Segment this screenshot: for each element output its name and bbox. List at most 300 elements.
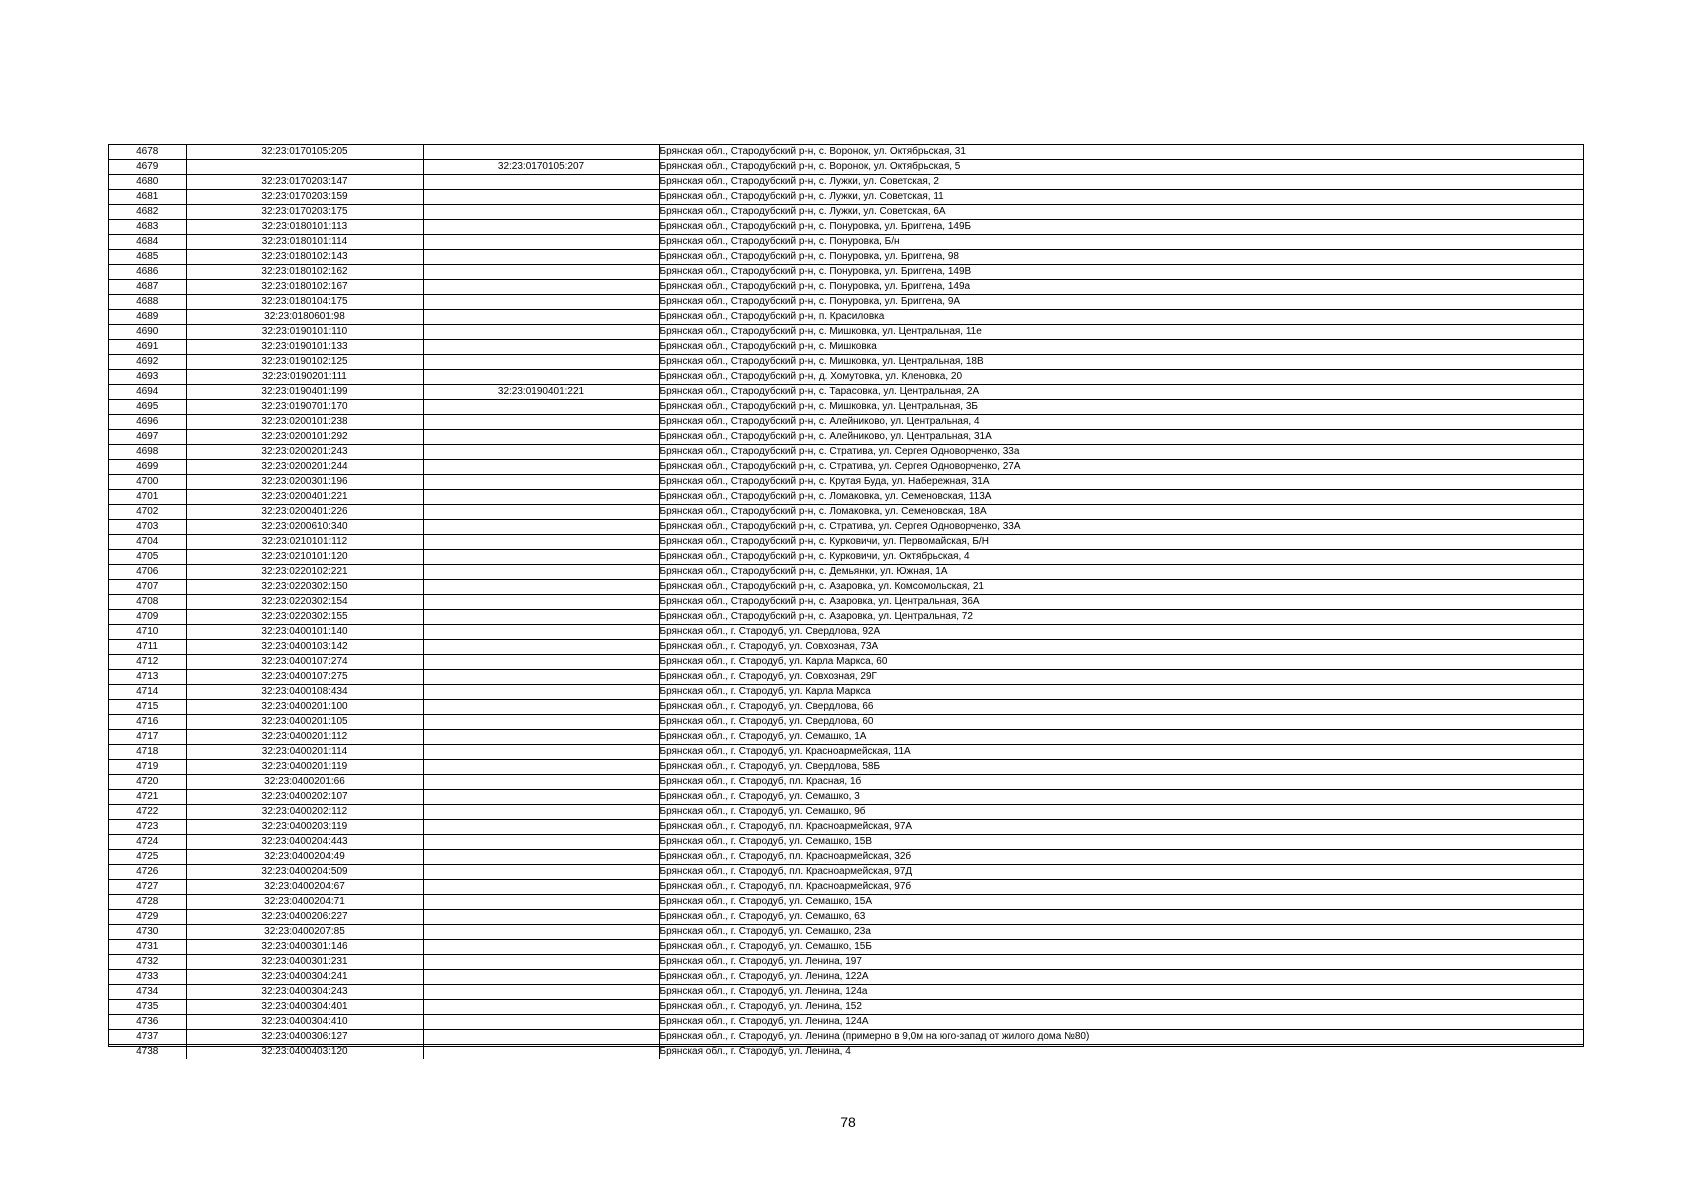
cadastral-number-cell: 32:23:0190101:110 [186, 325, 423, 340]
related-cadastral-number-cell: 32:23:0170105:207 [423, 160, 659, 175]
address-cell: Брянская обл., г. Стародуб, пл. Красноармейская, 97Д [659, 865, 1583, 880]
related-cadastral-number-cell [423, 970, 659, 985]
address-cell: Брянская обл., г. Стародуб, ул. Семашко, 63 [659, 910, 1583, 925]
related-cadastral-number-cell [423, 835, 659, 850]
cadastral-number-cell [186, 160, 423, 175]
row-number-cell: 4716 [109, 715, 186, 730]
address-cell: Брянская обл., г. Стародуб, ул. Семашко, 15В [659, 835, 1583, 850]
table-row [109, 505, 1583, 520]
table-row [109, 160, 1583, 175]
cadastral-number-cell: 32:23:0210101:112 [186, 535, 423, 550]
table-row [109, 925, 1583, 940]
related-cadastral-number-cell [423, 850, 659, 865]
row-number-cell: 4709 [109, 610, 186, 625]
address-cell: Брянская обл., Стародубский р-н, с. Понуровка, ул. Бриггена, 149а [659, 280, 1583, 295]
table-row [109, 445, 1583, 460]
cadastral-number-cell: 32:23:0200201:243 [186, 445, 423, 460]
address-cell: Брянская обл., Стародубский р-н, с. Стратива, ул. Сергея Одноворченко, 27А [659, 460, 1583, 475]
row-number-cell: 4723 [109, 820, 186, 835]
cadastral-number-cell: 32:23:0200401:226 [186, 505, 423, 520]
related-cadastral-number-cell [423, 280, 659, 295]
row-number-cell: 4707 [109, 580, 186, 595]
related-cadastral-number-cell [423, 1015, 659, 1030]
table-row [109, 265, 1583, 280]
address-cell: Брянская обл., Стародубский р-н, с. Мишковка, ул. Центральная, 3Б [659, 400, 1583, 415]
cadastral-number-cell: 32:23:0400304:241 [186, 970, 423, 985]
related-cadastral-number-cell [423, 760, 659, 775]
cadastral-number-cell: 32:23:0400304:401 [186, 1000, 423, 1015]
address-cell: Брянская обл., Стародубский р-н, с. Понуровка, Б/н [659, 235, 1583, 250]
table-row [109, 790, 1583, 805]
address-cell: Брянская обл., Стародубский р-н, с. Алейниково, ул. Центральная, 4 [659, 415, 1583, 430]
related-cadastral-number-cell [423, 745, 659, 760]
row-number-cell: 4735 [109, 1000, 186, 1015]
table-row [109, 460, 1583, 475]
row-number-cell: 4703 [109, 520, 186, 535]
cadastral-number-cell: 32:23:0220302:150 [186, 580, 423, 595]
related-cadastral-number-cell [423, 670, 659, 685]
cadastral-number-cell: 32:23:0400301:146 [186, 940, 423, 955]
related-cadastral-number-cell [423, 865, 659, 880]
address-cell: Брянская обл., Стародубский р-н, с. Лужки, ул. Советская, 6А [659, 205, 1583, 220]
table-row [109, 670, 1583, 685]
cadastral-number-cell: 32:23:0400207:85 [186, 925, 423, 940]
page-number: 78 [840, 1114, 856, 1130]
table-row [109, 295, 1583, 310]
row-number-cell: 4696 [109, 415, 186, 430]
address-cell: Брянская обл., Стародубский р-н, с. Мишковка, ул. Центральная, 11е [659, 325, 1583, 340]
address-cell: Брянская обл., г. Стародуб, ул. Семашко, 9б [659, 805, 1583, 820]
cadastral-number-cell: 32:23:0180104:175 [186, 295, 423, 310]
address-cell: Брянская обл., Стародубский р-н, с. Ломаковка, ул. Семеновская, 113А [659, 490, 1583, 505]
cadastral-number-cell: 32:23:0400201:66 [186, 775, 423, 790]
related-cadastral-number-cell [423, 820, 659, 835]
address-cell: Брянская обл., г. Стародуб, ул. Ленина (примерно в 9,0м на юго-запад от жилого дома №80) [659, 1030, 1583, 1045]
address-cell: Брянская обл., г. Стародуб, ул. Ленина, 152 [659, 1000, 1583, 1015]
related-cadastral-number-cell [423, 985, 659, 1000]
table-row [109, 970, 1583, 985]
related-cadastral-number-cell [423, 370, 659, 385]
row-number-cell: 4678 [109, 145, 186, 160]
address-cell: Брянская обл., г. Стародуб, ул. Свердлова, 60 [659, 715, 1583, 730]
related-cadastral-number-cell [423, 805, 659, 820]
address-cell: Брянская обл., г. Стародуб, пл. Красноармейская, 32б [659, 850, 1583, 865]
table-row [109, 430, 1583, 445]
related-cadastral-number-cell [423, 295, 659, 310]
address-cell: Брянская обл., Стародубский р-н, с. Стратива, ул. Сергея Одноворченко, 33а [659, 445, 1583, 460]
address-cell: Брянская обл., г. Стародуб, пл. Красная, 1б [659, 775, 1583, 790]
cadastral-number-cell: 32:23:0400201:119 [186, 760, 423, 775]
address-cell: Брянская обл., г. Стародуб, ул. Ленина, 4 [659, 1046, 851, 1057]
table-row [109, 745, 1583, 760]
table-row [109, 535, 1583, 550]
row-number-cell: 4681 [109, 190, 186, 205]
related-cadastral-number-cell [423, 1000, 659, 1015]
row-number-cell: 4732 [109, 955, 186, 970]
table-row [109, 940, 1583, 955]
related-cadastral-number-cell [423, 730, 659, 745]
row-number-cell: 4728 [109, 895, 186, 910]
related-cadastral-number-cell [423, 175, 659, 190]
cadastral-number-cell: 32:23:0180102:162 [186, 265, 423, 280]
cadastral-number-cell: 32:23:0170105:205 [186, 145, 423, 160]
row-number-cell: 4682 [109, 205, 186, 220]
related-cadastral-number-cell [423, 340, 659, 355]
address-cell: Брянская обл., Стародубский р-н, д. Хомутовка, ул. Кленовка, 20 [659, 370, 1583, 385]
address-cell: Брянская обл., Стародубский р-н, с. Лужки, ул. Советская, 11 [659, 190, 1583, 205]
cadastral-number-cell: 32:23:0400204:67 [186, 880, 423, 895]
table-row [109, 985, 1583, 1000]
related-cadastral-number-cell [423, 910, 659, 925]
row-number-cell: 4701 [109, 490, 186, 505]
related-cadastral-number-cell [423, 895, 659, 910]
address-cell: Брянская обл., г. Стародуб, ул. Красноармейская, 11А [659, 745, 1583, 760]
row-number-cell: 4679 [109, 160, 186, 175]
table-row [109, 880, 1583, 895]
table-row [109, 895, 1583, 910]
cadastral-number-cell: 32:23:0170203:147 [186, 175, 423, 190]
cadastral-number-cell: 32:23:0170203:159 [186, 190, 423, 205]
cadastral-number-cell: 32:23:0190102:125 [186, 355, 423, 370]
table-row [109, 385, 1583, 400]
row-number-cell: 4688 [109, 295, 186, 310]
related-cadastral-number-cell [423, 355, 659, 370]
table-row [109, 580, 1583, 595]
table-row [109, 355, 1583, 370]
row-number-cell: 4704 [109, 535, 186, 550]
row-number-cell: 4733 [109, 970, 186, 985]
table-row [109, 700, 1583, 715]
cadastral-number-cell: 32:23:0200101:292 [186, 430, 423, 445]
address-cell: Брянская обл., Стародубский р-н, п. Красиловка [659, 310, 1583, 325]
related-cadastral-number-cell [423, 880, 659, 895]
related-cadastral-number-cell [423, 580, 659, 595]
cadastral-number-cell: 32:23:0400304:243 [186, 985, 423, 1000]
related-cadastral-number-cell [423, 310, 659, 325]
row-number-cell: 4725 [109, 850, 186, 865]
address-cell: Брянская обл., г. Стародуб, ул. Карла Маркса, 60 [659, 655, 1583, 670]
registry-table-frame [108, 144, 1584, 1057]
cadastral-number-cell: 32:23:0220302:154 [186, 595, 423, 610]
row-number-cell: 4708 [109, 595, 186, 610]
table-row [109, 490, 1583, 505]
row-number-cell: 4711 [109, 640, 186, 655]
cadastral-number-cell: 32:23:0220302:155 [186, 610, 423, 625]
table-row [109, 625, 1583, 640]
row-number-cell: 4705 [109, 550, 186, 565]
table-row [109, 1045, 1583, 1060]
cadastral-number-cell: 32:23:0400204:49 [186, 850, 423, 865]
address-cell: Брянская обл., Стародубский р-н, с. Воронок, ул. Октябрьская, 5 [659, 160, 1583, 175]
related-cadastral-number-cell [423, 190, 659, 205]
table-row [109, 415, 1583, 430]
address-cell: Брянская обл., г. Стародуб, ул. Семашко, 15Б [659, 940, 1583, 955]
address-cell: Брянская обл., г. Стародуб, ул. Свердлова, 92А [659, 625, 1583, 640]
address-cell: Брянская обл., г. Стародуб, ул. Семашко, 3 [659, 790, 1583, 805]
row-number-cell: 4702 [109, 505, 186, 520]
table-row [109, 820, 1583, 835]
related-cadastral-number-cell [423, 205, 659, 220]
table-row [109, 205, 1583, 220]
address-cell: Брянская обл., г. Стародуб, ул. Свердлова, 66 [659, 700, 1583, 715]
row-number-cell: 4684 [109, 235, 186, 250]
address-cell: Брянская обл., Стародубский р-н, с. Демьянки, ул. Южная, 1А [659, 565, 1583, 580]
address-cell: Брянская обл., Стародубский р-н, с. Понуровка, ул. Бриггена, 149Б [659, 220, 1583, 235]
table-row [109, 520, 1583, 535]
row-number-cell: 4727 [109, 880, 186, 895]
related-cadastral-number-cell [423, 415, 659, 430]
registry-table [109, 145, 1583, 1059]
related-cadastral-number-cell [423, 145, 659, 160]
table-row [109, 325, 1583, 340]
address-cell: Брянская обл., Стародубский р-н, с. Лужки, ул. Советская, 2 [659, 175, 1583, 190]
address-cell: Брянская обл., Стародубский р-н, с. Ломаковка, ул. Семеновская, 18А [659, 505, 1583, 520]
related-cadastral-number-cell [423, 250, 659, 265]
related-cadastral-number-cell [423, 700, 659, 715]
cadastral-number-cell: 32:23:0400101:140 [186, 625, 423, 640]
related-cadastral-number-cell [423, 655, 659, 670]
cadastral-number-cell: 32:23:0400103:142 [186, 640, 423, 655]
row-number-cell: 4724 [109, 835, 186, 850]
address-cell: Брянская обл., Стародубский р-н, с. Азаровка, ул. Комсомольская, 21 [659, 580, 1583, 595]
address-cell: Брянская обл., г. Стародуб, ул. Ленина, 124А [659, 1015, 1583, 1030]
row-number-cell: 4692 [109, 355, 186, 370]
table-row [109, 250, 1583, 265]
cadastral-number-cell: 32:23:0210101:120 [186, 550, 423, 565]
row-number-cell: 4736 [109, 1015, 186, 1030]
table-row [109, 190, 1583, 205]
related-cadastral-number-cell [423, 925, 659, 940]
address-cell: Брянская обл., Стародубский р-н, с. Воронок, ул. Октябрьская, 31 [659, 145, 1583, 160]
table-row [109, 955, 1583, 970]
address-cell: Брянская обл., г. Стародуб, ул. Семашко, 1А [659, 730, 1583, 745]
address-cell: Брянская обл., г. Стародуб, пл. Красноармейская, 97А [659, 820, 1583, 835]
row-number-cell: 4720 [109, 775, 186, 790]
related-cadastral-number-cell [423, 325, 659, 340]
related-cadastral-number-cell [423, 220, 659, 235]
cadastral-number-cell: 32:23:0200301:196 [186, 475, 423, 490]
row-number-cell: 4719 [109, 760, 186, 775]
table-row [109, 850, 1583, 865]
cadastral-number-cell: 32:23:0200401:221 [186, 490, 423, 505]
row-number-cell: 4718 [109, 745, 186, 760]
address-cell: Брянская обл., Стародубский р-н, с. Стратива, ул. Сергея Одноворченко, 33А [659, 520, 1583, 535]
table-row [109, 370, 1583, 385]
table-row [109, 475, 1583, 490]
related-cadastral-number-cell [423, 940, 659, 955]
address-cell: Брянская обл., г. Стародуб, ул. Ленина, 197 [659, 955, 1583, 970]
row-number-cell: 4695 [109, 400, 186, 415]
related-cadastral-number-cell [423, 790, 659, 805]
related-cadastral-number-cell [423, 520, 659, 535]
row-number-cell: 4722 [109, 805, 186, 820]
row-number-cell: 4694 [109, 385, 186, 400]
related-cadastral-number-cell [423, 535, 659, 550]
address-cell: Брянская обл., г. Стародуб, ул. Семашко, 23а [659, 925, 1583, 940]
table-row [109, 220, 1583, 235]
row-number-cell: 4685 [109, 250, 186, 265]
row-number-cell: 4729 [109, 910, 186, 925]
related-cadastral-number-cell [423, 625, 659, 640]
address-cell: Брянская обл., Стародубский р-н, с. Понуровка, ул. Бриггена, 9А [659, 295, 1583, 310]
cadastral-number-cell: 32:23:0190201:111 [186, 370, 423, 385]
cadastral-number-cell: 32:23:0180601:98 [186, 310, 423, 325]
row-number-cell: 4715 [109, 700, 186, 715]
related-cadastral-number-cell [423, 595, 659, 610]
row-number-cell: 4697 [109, 430, 186, 445]
cadastral-number-cell: 32:23:0400204:509 [186, 865, 423, 880]
address-cell: Брянская обл., г. Стародуб, пл. Красноармейская, 97б [659, 880, 1583, 895]
address-cell: Брянская обл., Стародубский р-н, с. Понуровка, ул. Бриггена, 149В [659, 265, 1583, 280]
cadastral-number-cell: 32:23:0400306:127 [186, 1030, 423, 1045]
related-cadastral-number-cell [423, 490, 659, 505]
row-number-cell: 4686 [109, 265, 186, 280]
address-cell: Брянская обл., Стародубский р-н, с. Азаровка, ул. Центральная, 72 [659, 610, 1583, 625]
related-cadastral-number-cell [423, 640, 659, 655]
table-row [109, 775, 1583, 790]
cadastral-number-cell: 32:23:0400403:120 [186, 1045, 423, 1060]
related-cadastral-number-cell [423, 475, 659, 490]
related-cadastral-number-cell [423, 1030, 659, 1045]
row-number-cell: 4713 [109, 670, 186, 685]
related-cadastral-number-cell [423, 685, 659, 700]
row-number-cell: 4698 [109, 445, 186, 460]
cadastral-number-cell: 32:23:0180102:143 [186, 250, 423, 265]
row-number-cell: 4717 [109, 730, 186, 745]
related-cadastral-number-cell [423, 550, 659, 565]
address-cell: Брянская обл., г. Стародуб, ул. Совхозная, 29Г [659, 670, 1583, 685]
cadastral-number-cell: 32:23:0190101:133 [186, 340, 423, 355]
table-row [109, 1015, 1583, 1030]
row-number-cell: 4691 [109, 340, 186, 355]
related-cadastral-number-cell [423, 955, 659, 970]
cadastral-number-cell: 32:23:0180101:113 [186, 220, 423, 235]
cadastral-number-cell: 32:23:0400204:443 [186, 835, 423, 850]
address-cell: Брянская обл., Стародубский р-н, с. Мишковка [659, 340, 1583, 355]
address-cell: Брянская обл., Стародубский р-н, с. Понуровка, ул. Бриггена, 98 [659, 250, 1583, 265]
related-cadastral-number-cell [423, 1045, 659, 1060]
cadastral-number-cell: 32:23:0180101:114 [186, 235, 423, 250]
cadastral-number-cell: 32:23:0400203:119 [186, 820, 423, 835]
related-cadastral-number-cell [423, 775, 659, 790]
table-row [109, 565, 1583, 580]
table-row [109, 340, 1583, 355]
row-number-cell: 4687 [109, 280, 186, 295]
table-row [109, 280, 1583, 295]
cadastral-number-cell: 32:23:0200610:340 [186, 520, 423, 535]
address-cell: Брянская обл., г. Стародуб, ул. Ленина, 124а [659, 985, 1583, 1000]
cadastral-number-cell: 32:23:0400202:112 [186, 805, 423, 820]
row-number-cell: 4712 [109, 655, 186, 670]
table-row [109, 910, 1583, 925]
cadastral-number-cell: 32:23:0400107:275 [186, 670, 423, 685]
table-row [109, 310, 1583, 325]
cadastral-number-cell: 32:23:0400301:231 [186, 955, 423, 970]
address-cell: Брянская обл., Стародубский р-н, с. Азаровка, ул. Центральная, 36А [659, 595, 1583, 610]
table-row [109, 1000, 1583, 1015]
related-cadastral-number-cell: 32:23:0190401:221 [423, 385, 659, 400]
row-number-cell: 4699 [109, 460, 186, 475]
table-row [109, 400, 1583, 415]
cadastral-number-cell: 32:23:0400201:112 [186, 730, 423, 745]
table-row [109, 610, 1583, 625]
row-number-cell: 4689 [109, 310, 186, 325]
table-row [109, 145, 1583, 160]
related-cadastral-number-cell [423, 715, 659, 730]
row-number-cell: 4730 [109, 925, 186, 940]
related-cadastral-number-cell [423, 505, 659, 520]
row-number-cell: 4700 [109, 475, 186, 490]
cadastral-number-cell: 32:23:0400206:227 [186, 910, 423, 925]
cadastral-number-cell: 32:23:0200201:244 [186, 460, 423, 475]
row-number-cell: 4738 [109, 1045, 186, 1060]
address-cell: Брянская обл., г. Стародуб, ул. Совхозная, 73А [659, 640, 1583, 655]
related-cadastral-number-cell [423, 610, 659, 625]
cadastral-number-cell: 32:23:0220102:221 [186, 565, 423, 580]
address-cell: Брянская обл., г. Стародуб, ул. Семашко, 15А [659, 895, 1583, 910]
cadastral-number-cell: 32:23:0400201:114 [186, 745, 423, 760]
table-row [109, 685, 1583, 700]
cadastral-number-cell: 32:23:0200101:238 [186, 415, 423, 430]
cadastral-number-cell: 32:23:0400201:100 [186, 700, 423, 715]
table-row [109, 235, 1583, 250]
address-cell: Брянская обл., Стародубский р-н, с. Мишковка, ул. Центральная, 18В [659, 355, 1583, 370]
table-row [109, 835, 1583, 850]
row-number-cell: 4683 [109, 220, 186, 235]
cadastral-number-cell: 32:23:0400201:105 [186, 715, 423, 730]
table-row [109, 865, 1583, 880]
table-row [109, 760, 1583, 775]
address-cell: Брянская обл., г. Стародуб, ул. Карла Маркса [659, 685, 1583, 700]
address-cell: Брянская обл., г. Стародуб, ул. Ленина, 122А [659, 970, 1583, 985]
row-number-cell: 4710 [109, 625, 186, 640]
table-row [109, 640, 1583, 655]
cadastral-number-cell: 32:23:0400107:274 [186, 655, 423, 670]
cadastral-number-cell: 32:23:0180102:167 [186, 280, 423, 295]
cadastral-number-cell: 32:23:0170203:175 [186, 205, 423, 220]
related-cadastral-number-cell [423, 235, 659, 250]
related-cadastral-number-cell [423, 565, 659, 580]
related-cadastral-number-cell [423, 400, 659, 415]
cadastral-number-cell: 32:23:0190701:170 [186, 400, 423, 415]
table-row [109, 1030, 1583, 1045]
registry-table-body [109, 145, 1583, 1059]
row-number-cell: 4693 [109, 370, 186, 385]
cadastral-number-cell: 32:23:0400108:434 [186, 685, 423, 700]
related-cadastral-number-cell [423, 430, 659, 445]
address-cell: Брянская обл., Стародубский р-н, с. Курковичи, ул. Октябрьская, 4 [659, 550, 1583, 565]
address-cell: Брянская обл., Стародубский р-н, с. Крутая Буда, ул. Набережная, 31А [659, 475, 1583, 490]
row-number-cell: 4731 [109, 940, 186, 955]
related-cadastral-number-cell [423, 265, 659, 280]
table-row [109, 655, 1583, 670]
cadastral-number-cell: 32:23:0190401:199 [186, 385, 423, 400]
cadastral-number-cell: 32:23:0400204:71 [186, 895, 423, 910]
row-number-cell: 4726 [109, 865, 186, 880]
address-cell: Брянская обл., Стародубский р-н, с. Курковичи, ул. Первомайская, Б/Н [659, 535, 1583, 550]
address-cell: Брянская обл., Стародубский р-н, с. Алейниково, ул. Центральная, 31А [659, 430, 1583, 445]
row-number-cell: 4714 [109, 685, 186, 700]
row-number-cell: 4680 [109, 175, 186, 190]
address-cell: Брянская обл., г. Стародуб, ул. Свердлова, 58Б [659, 760, 1583, 775]
row-number-cell: 4706 [109, 565, 186, 580]
cadastral-number-cell: 32:23:0400202:107 [186, 790, 423, 805]
table-row [109, 595, 1583, 610]
related-cadastral-number-cell [423, 445, 659, 460]
address-cell: Брянская обл., Стародубский р-н, с. Тарасовка, ул. Центральная, 2А [659, 385, 1583, 400]
row-number-cell: 4737 [109, 1030, 186, 1045]
table-row [109, 175, 1583, 190]
